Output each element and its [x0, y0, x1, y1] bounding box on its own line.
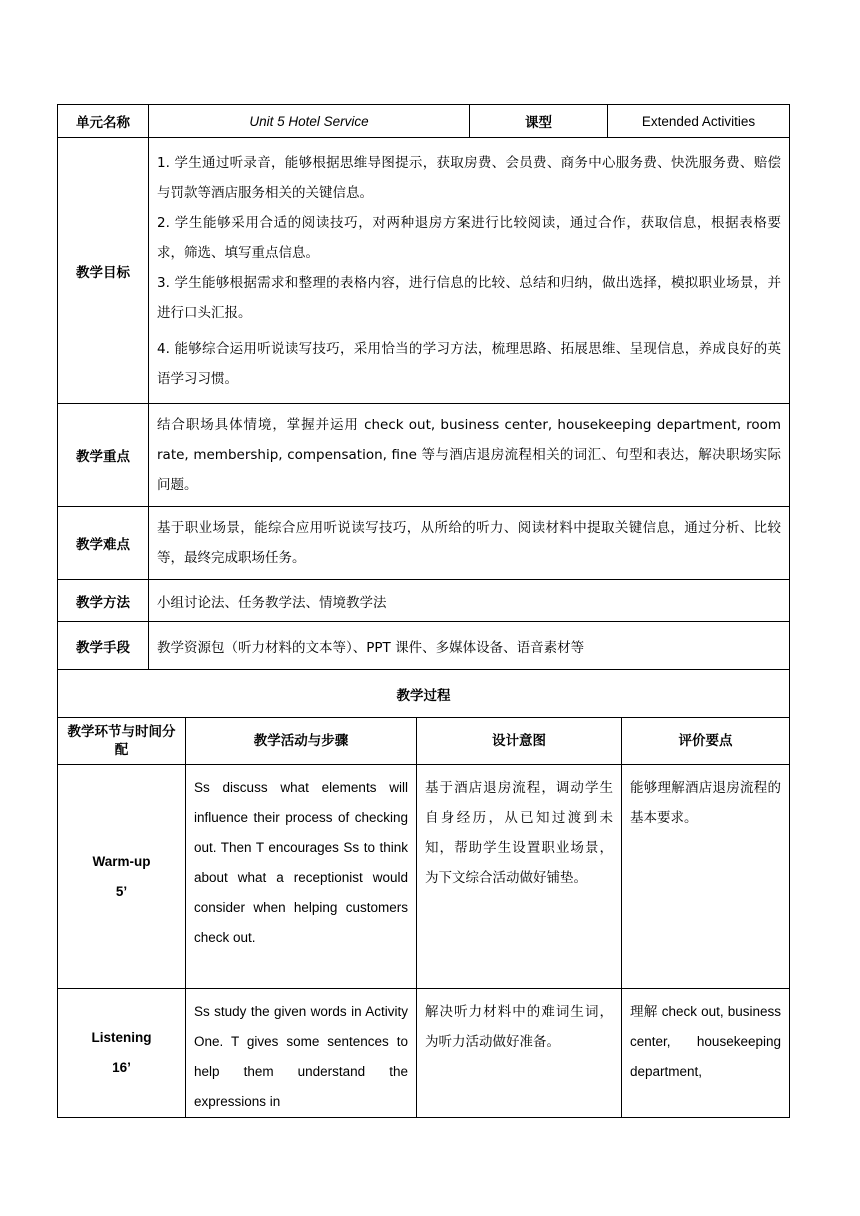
goal-item: 1. 学生通过听录音，能够根据思维导图提示，获取房费、会员费、商务中心服务费、快洗服务费、赔偿与罚款等酒店服务相关的关键信息。 [157, 154, 781, 201]
difficulties-text: 基于职业场景，能综合应用听说读写技巧，从所给的听力、阅读材料中提取关键信息，通过分析、比较等，最终完成职场任务。 [149, 507, 790, 580]
unit-label: 单元名称 [58, 105, 149, 138]
goal-item: 4. 能够综合运用听说读写技巧，采用恰当的学习方法，梳理思路、拓展思维、呈现信息，养成良好的英语学习习惯。 [157, 340, 781, 387]
means-row [58, 622, 790, 670]
stage-time: 5’ [115, 883, 128, 899]
unit-value: Unit 5 Hotel Service [149, 105, 470, 138]
process-header-row [58, 718, 790, 765]
stage-cell [58, 765, 186, 989]
stage-name: Warm-up [92, 853, 151, 869]
key-points-label: 教学重点 [58, 404, 149, 507]
stage-cell [58, 989, 186, 1118]
lesson-info-table [57, 104, 790, 670]
stage-header: 教学环节与时间分配 [58, 718, 186, 765]
means-text: 教学资源包（听力材料的文本等）、PPT 课件、多媒体设备、语音素材等 [149, 622, 790, 670]
means-label: 教学手段 [58, 622, 149, 670]
eval-cell: 理解 check out, business center, housekeeping department, [622, 989, 790, 1118]
steps-cell: Ss study the given words in Activity One. T gives some sentences to help them understand the expressions in [186, 989, 417, 1118]
methods-row [58, 580, 790, 622]
goals-content [149, 138, 790, 404]
methods-text: 小组讨论法、任务教学法、情境教学法 [149, 580, 790, 622]
process-table [57, 669, 790, 1118]
intent-cell: 解决听力材料中的难词生词，为听力活动做好准备。 [417, 989, 622, 1118]
unit-row [58, 105, 790, 138]
difficulties-row [58, 507, 790, 580]
key-points-row [58, 404, 790, 507]
difficulties-label: 教学难点 [58, 507, 149, 580]
steps-cell: Ss discuss what elements will influence their process of checking out. Then T encourages Ss to think about what a receptionist would consider when helping customers check out. [186, 765, 417, 989]
goals-row [58, 138, 790, 404]
type-value: Extended Activities [608, 105, 790, 138]
intent-header: 设计意图 [417, 718, 622, 765]
stage-name: Listening [91, 1030, 152, 1045]
table-row [58, 989, 790, 1118]
stage-time: 16’ [112, 1060, 131, 1075]
eval-cell: 能够理解酒店退房流程的基本要求。 [622, 765, 790, 989]
steps-header: 教学活动与步骤 [186, 718, 417, 765]
methods-label: 教学方法 [58, 580, 149, 622]
process-title: 教学过程 [58, 670, 790, 718]
eval-header: 评价要点 [622, 718, 790, 765]
type-label: 课型 [470, 105, 608, 138]
intent-cell: 基于酒店退房流程，调动学生自身经历，从已知过渡到未知，帮助学生设置职业场景，为下文综合活动做好铺垫。 [417, 765, 622, 989]
key-points-text: 结合职场具体情境，掌握并运用 check out, business center, housekeeping department, room rate, membership, compensation, fine 等与酒店退房流程相关的词汇、句型和表达，解决职场实际问题。 [149, 404, 790, 507]
table-row [58, 765, 790, 989]
goal-item: 2. 学生能够采用合适的阅读技巧，对两种退房方案进行比较阅读，通过合作，获取信息，根据表格要求，筛选、填写重点信息。 [157, 214, 781, 261]
goals-label: 教学目标 [58, 138, 149, 404]
goal-item: 3. 学生能够根据需求和整理的表格内容，进行信息的比较、总结和归纳，做出选择，模拟职业场景，并进行口头汇报。 [157, 274, 781, 321]
process-title-row [58, 670, 790, 718]
